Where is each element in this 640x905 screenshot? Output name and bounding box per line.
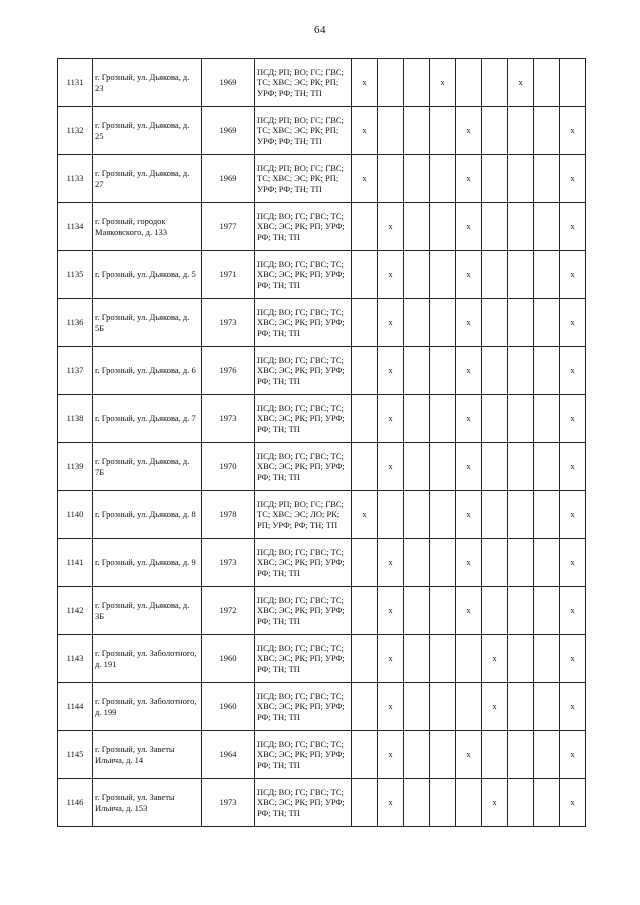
mark-cell: х: [560, 251, 586, 299]
mark-cell: [430, 203, 456, 251]
row-number-cell: 1132: [58, 107, 93, 155]
mark-cell: х: [456, 539, 482, 587]
row-number-cell: 1134: [58, 203, 93, 251]
year-built-cell: 1978: [202, 491, 255, 539]
address-cell: г. Грозный, ул. Дьякова, д. 27: [93, 155, 202, 203]
address-cell: г. Грозный, ул. Дьякова, д. 5: [93, 251, 202, 299]
mark-cell: х: [378, 539, 404, 587]
table-row: [58, 779, 586, 827]
year-built-cell: 1960: [202, 635, 255, 683]
table-row: [58, 731, 586, 779]
mark-cell: [430, 587, 456, 635]
table-row: [58, 395, 586, 443]
mark-cell: [404, 251, 430, 299]
mark-cell: х: [378, 443, 404, 491]
mark-cell: [404, 395, 430, 443]
mark-cell: [352, 251, 378, 299]
mark-cell: [482, 395, 508, 443]
mark-cell: [482, 731, 508, 779]
mark-cell: [352, 443, 378, 491]
mark-cell: [404, 635, 430, 683]
mark-cell: х: [456, 347, 482, 395]
year-built-cell: 1976: [202, 347, 255, 395]
mark-cell: [534, 443, 560, 491]
mark-cell: [430, 107, 456, 155]
mark-cell: [534, 683, 560, 731]
mark-cell: [352, 683, 378, 731]
mark-cell: х: [560, 779, 586, 827]
mark-cell: [430, 683, 456, 731]
work-types-cell: ПСД; ВО; ГС; ГВС; ТС; ХВС; ЭС; РК; РП; УРФ; РФ; ТН; ТП: [255, 539, 352, 587]
row-number-cell: 1135: [58, 251, 93, 299]
mark-cell: [482, 251, 508, 299]
mark-cell: [508, 155, 534, 203]
year-built-cell: 1973: [202, 779, 255, 827]
mark-cell: х: [560, 587, 586, 635]
mark-cell: х: [560, 635, 586, 683]
mark-cell: х: [560, 539, 586, 587]
mark-cell: [508, 635, 534, 683]
mark-cell: х: [560, 395, 586, 443]
year-built-cell: 1973: [202, 299, 255, 347]
mark-cell: [508, 683, 534, 731]
mark-cell: х: [456, 587, 482, 635]
table-row: [58, 155, 586, 203]
mark-cell: [482, 587, 508, 635]
mark-cell: х: [482, 779, 508, 827]
mark-cell: [534, 299, 560, 347]
mark-cell: х: [560, 491, 586, 539]
mark-cell: [352, 539, 378, 587]
mark-cell: х: [378, 395, 404, 443]
mark-cell: [378, 155, 404, 203]
mark-cell: [430, 539, 456, 587]
work-types-cell: ПСД; ВО; ГС; ГВС; ТС; ХВС; ЭС; РК; РП; УРФ; РФ; ТН; ТП: [255, 779, 352, 827]
mark-cell: х: [378, 635, 404, 683]
mark-cell: [508, 251, 534, 299]
address-cell: г. Грозный, ул. Дьякова, д. 7Б: [93, 443, 202, 491]
table-row: [58, 683, 586, 731]
address-cell: г. Грозный, ул. Дьякова, д. 5Б: [93, 299, 202, 347]
mark-cell: х: [352, 491, 378, 539]
mark-cell: [534, 539, 560, 587]
address-cell: г. Грозный, ул. Дьякова, д. 9: [93, 539, 202, 587]
mark-cell: [534, 155, 560, 203]
mark-cell: [534, 251, 560, 299]
address-cell: г. Грозный, ул. Заболотного, д. 191: [93, 635, 202, 683]
mark-cell: х: [378, 251, 404, 299]
table-row: [58, 59, 586, 107]
mark-cell: [534, 731, 560, 779]
year-built-cell: 1971: [202, 251, 255, 299]
mark-cell: [534, 491, 560, 539]
mark-cell: [482, 203, 508, 251]
mark-cell: [352, 347, 378, 395]
mark-cell: [352, 395, 378, 443]
work-types-cell: ПСД; ВО; ГС; ГВС; ТС; ХВС; ЭС; РК; РП; УРФ; РФ; ТН; ТП: [255, 347, 352, 395]
year-built-cell: 1973: [202, 395, 255, 443]
mark-cell: [482, 299, 508, 347]
mark-cell: [482, 155, 508, 203]
address-cell: г. Грозный, ул. Дьякова, д. 25: [93, 107, 202, 155]
mark-cell: [482, 539, 508, 587]
row-number-cell: 1136: [58, 299, 93, 347]
year-built-cell: 1960: [202, 683, 255, 731]
mark-cell: [404, 155, 430, 203]
mark-cell: [482, 491, 508, 539]
year-built-cell: 1973: [202, 539, 255, 587]
mark-cell: х: [456, 299, 482, 347]
housing-registry-table: [57, 58, 586, 827]
mark-cell: х: [456, 155, 482, 203]
page-number: 64: [314, 24, 326, 36]
mark-cell: [508, 107, 534, 155]
mark-cell: х: [560, 155, 586, 203]
mark-cell: [352, 587, 378, 635]
mark-cell: х: [378, 779, 404, 827]
mark-cell: [378, 107, 404, 155]
mark-cell: [404, 779, 430, 827]
mark-cell: [378, 59, 404, 107]
row-number-cell: 1142: [58, 587, 93, 635]
address-cell: г. Грозный, ул. Дьякова, д. 8: [93, 491, 202, 539]
row-number-cell: 1140: [58, 491, 93, 539]
row-number-cell: 1138: [58, 395, 93, 443]
row-number-cell: 1137: [58, 347, 93, 395]
mark-cell: [352, 731, 378, 779]
mark-cell: [430, 251, 456, 299]
mark-cell: х: [378, 731, 404, 779]
work-types-cell: ПСД; ВО; ГС; ГВС; ТС; ХВС; ЭС; РК; РП; УРФ; РФ; ТН; ТП: [255, 251, 352, 299]
mark-cell: х: [430, 59, 456, 107]
work-types-cell: ПСД; ВО; ГС; ГВС; ТС; ХВС; ЭС; РК; РП; УРФ; РФ; ТН; ТП: [255, 203, 352, 251]
mark-cell: [404, 347, 430, 395]
row-number-cell: 1131: [58, 59, 93, 107]
mark-cell: [482, 59, 508, 107]
year-built-cell: 1977: [202, 203, 255, 251]
table-row: [58, 635, 586, 683]
mark-cell: х: [352, 107, 378, 155]
table-row: [58, 203, 586, 251]
mark-cell: х: [378, 299, 404, 347]
mark-cell: [534, 635, 560, 683]
row-number-cell: 1139: [58, 443, 93, 491]
mark-cell: х: [560, 731, 586, 779]
mark-cell: х: [352, 59, 378, 107]
mark-cell: [352, 635, 378, 683]
mark-cell: х: [560, 299, 586, 347]
year-built-cell: 1970: [202, 443, 255, 491]
row-number-cell: 1143: [58, 635, 93, 683]
mark-cell: [508, 203, 534, 251]
mark-cell: х: [482, 683, 508, 731]
table-row: [58, 587, 586, 635]
mark-cell: х: [560, 347, 586, 395]
mark-cell: [508, 395, 534, 443]
mark-cell: [534, 587, 560, 635]
work-types-cell: ПСД; ВО; ГС; ГВС; ТС; ХВС; ЭС; РК; РП; УРФ; РФ; ТН; ТП: [255, 635, 352, 683]
mark-cell: [508, 491, 534, 539]
work-types-cell: ПСД; ВО; ГС; ГВС; ТС; ХВС; ЭС; РК; РП; УРФ; РФ; ТН; ТП: [255, 443, 352, 491]
mark-cell: [352, 299, 378, 347]
mark-cell: [534, 395, 560, 443]
mark-cell: [482, 107, 508, 155]
mark-cell: [534, 779, 560, 827]
mark-cell: [482, 443, 508, 491]
mark-cell: х: [560, 107, 586, 155]
table-row: [58, 347, 586, 395]
row-number-cell: 1145: [58, 731, 93, 779]
mark-cell: [482, 347, 508, 395]
mark-cell: [404, 683, 430, 731]
mark-cell: х: [456, 491, 482, 539]
mark-cell: [534, 347, 560, 395]
address-cell: г. Грозный, ул. Дьякова, д. 7: [93, 395, 202, 443]
address-cell: г. Грозный, ул. Дьякова, д. 23: [93, 59, 202, 107]
address-cell: г. Грозный, ул. Дьякова, д. 3Б: [93, 587, 202, 635]
work-types-cell: ПСД; РП; ВО; ГС; ГВС; ТС; ХВС; ЭС; РК; РП; УРФ; РФ; ТН; ТП: [255, 59, 352, 107]
row-number-cell: 1133: [58, 155, 93, 203]
mark-cell: [404, 299, 430, 347]
year-built-cell: 1969: [202, 155, 255, 203]
mark-cell: х: [378, 347, 404, 395]
mark-cell: [456, 59, 482, 107]
mark-cell: х: [456, 203, 482, 251]
mark-cell: [430, 299, 456, 347]
mark-cell: [430, 731, 456, 779]
mark-cell: [430, 395, 456, 443]
mark-cell: [378, 491, 404, 539]
row-number-cell: 1141: [58, 539, 93, 587]
mark-cell: [430, 155, 456, 203]
mark-cell: х: [482, 635, 508, 683]
mark-cell: х: [352, 155, 378, 203]
table-row: [58, 107, 586, 155]
mark-cell: [352, 779, 378, 827]
mark-cell: [430, 635, 456, 683]
mark-cell: [404, 587, 430, 635]
mark-cell: х: [508, 59, 534, 107]
mark-cell: х: [560, 443, 586, 491]
mark-cell: [456, 779, 482, 827]
mark-cell: [508, 779, 534, 827]
work-types-cell: ПСД; ВО; ГС; ГВС; ТС; ХВС; ЭС; РК; РП; УРФ; РФ; ТН; ТП: [255, 587, 352, 635]
work-types-cell: ПСД; РП; ВО; ГС; ГВС; ТС; ХВС; ЭС; ЛО; РК; РП; УРФ; РФ; ТН; ТП: [255, 491, 352, 539]
table-row: [58, 443, 586, 491]
year-built-cell: 1972: [202, 587, 255, 635]
mark-cell: [534, 59, 560, 107]
mark-cell: [508, 299, 534, 347]
work-types-cell: ПСД; ВО; ГС; ГВС; ТС; ХВС; ЭС; РК; РП; УРФ; РФ; ТН; ТП: [255, 731, 352, 779]
mark-cell: х: [456, 443, 482, 491]
table-body: [58, 59, 586, 827]
table-row: [58, 491, 586, 539]
mark-cell: [456, 635, 482, 683]
table-row: [58, 251, 586, 299]
table-row: [58, 539, 586, 587]
mark-cell: [456, 683, 482, 731]
mark-cell: х: [560, 203, 586, 251]
mark-cell: х: [456, 731, 482, 779]
mark-cell: [430, 443, 456, 491]
row-number-cell: 1144: [58, 683, 93, 731]
mark-cell: [430, 779, 456, 827]
work-types-cell: ПСД; РП; ВО; ГС; ГВС; ТС; ХВС; ЭС; РК; РП; УРФ; РФ; ТН; ТП: [255, 107, 352, 155]
mark-cell: [508, 731, 534, 779]
work-types-cell: ПСД; ВО; ГС; ГВС; ТС; ХВС; ЭС; РК; РП; УРФ; РФ; ТН; ТП: [255, 395, 352, 443]
mark-cell: [508, 539, 534, 587]
mark-cell: [508, 347, 534, 395]
mark-cell: [404, 59, 430, 107]
mark-cell: [404, 443, 430, 491]
mark-cell: х: [456, 107, 482, 155]
year-built-cell: 1969: [202, 107, 255, 155]
mark-cell: х: [456, 395, 482, 443]
mark-cell: х: [456, 251, 482, 299]
mark-cell: [560, 59, 586, 107]
mark-cell: х: [560, 683, 586, 731]
address-cell: г. Грозный, городок Маяковского, д. 133: [93, 203, 202, 251]
work-types-cell: ПСД; ВО; ГС; ГВС; ТС; ХВС; ЭС; РК; РП; УРФ; РФ; ТН; ТП: [255, 299, 352, 347]
work-types-cell: ПСД; ВО; ГС; ГВС; ТС; ХВС; ЭС; РК; РП; УРФ; РФ; ТН; ТП: [255, 683, 352, 731]
mark-cell: [430, 491, 456, 539]
mark-cell: [404, 539, 430, 587]
mark-cell: [430, 347, 456, 395]
address-cell: г. Грозный, ул. Заболотного, д. 199: [93, 683, 202, 731]
mark-cell: [404, 107, 430, 155]
work-types-cell: ПСД; РП; ВО; ГС; ГВС; ТС; ХВС; ЭС; РК; РП; УРФ; РФ; ТН; ТП: [255, 155, 352, 203]
mark-cell: [534, 107, 560, 155]
mark-cell: х: [378, 587, 404, 635]
address-cell: г. Грозный, ул. Дьякова, д. 6: [93, 347, 202, 395]
mark-cell: [508, 587, 534, 635]
year-built-cell: 1964: [202, 731, 255, 779]
mark-cell: [534, 203, 560, 251]
mark-cell: х: [378, 683, 404, 731]
mark-cell: [508, 443, 534, 491]
mark-cell: [404, 203, 430, 251]
mark-cell: [352, 203, 378, 251]
address-cell: г. Грозный, ул. Заветы Ильича, д. 14: [93, 731, 202, 779]
mark-cell: [404, 491, 430, 539]
mark-cell: х: [378, 203, 404, 251]
mark-cell: [404, 731, 430, 779]
year-built-cell: 1969: [202, 59, 255, 107]
table-row: [58, 299, 586, 347]
row-number-cell: 1146: [58, 779, 93, 827]
address-cell: г. Грозный, ул. Заветы Ильича, д. 153: [93, 779, 202, 827]
